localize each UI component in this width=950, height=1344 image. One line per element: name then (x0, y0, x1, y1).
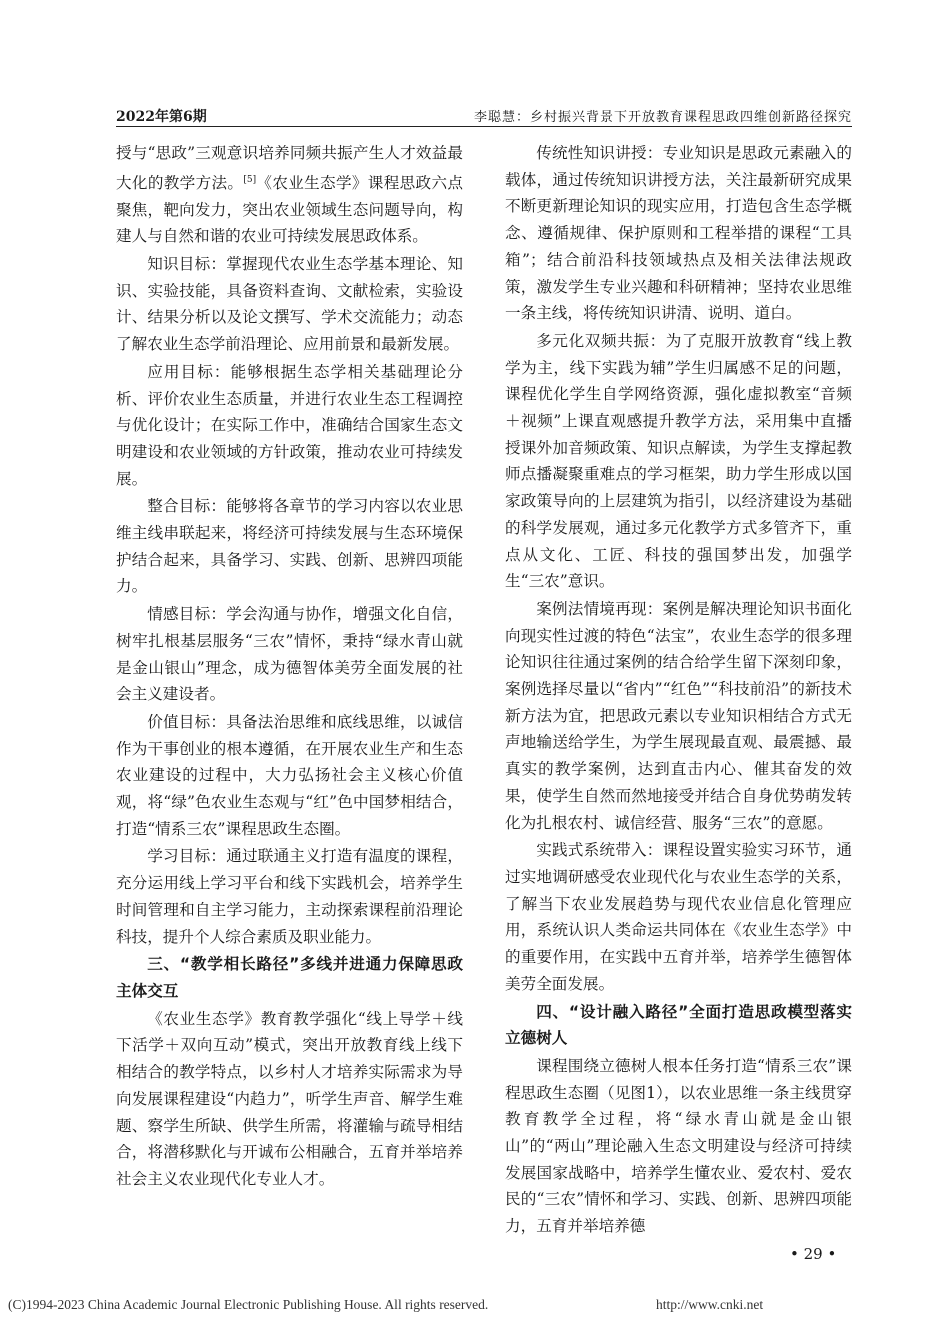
journal-issue: 2022年第6期 (116, 109, 207, 125)
left-column (116, 140, 463, 1194)
paragraph: 授与“思政”三观意识培养同频共振产生人才效益最大化的教学方法。[5]《农业生态学》课程思政六点聚焦，靶向发力，突出农业领域生态问题导向，构建人与自然和谐的农业可持续发展思政体系。 (116, 144, 463, 246)
footer (8, 1297, 764, 1313)
section-heading-4: 四、“设计融入路径”全面打造思政模型落实立德树人 (505, 1002, 852, 1048)
paragraph-traditional-teaching: 传统性知识讲授：专业知识是思政元素融入的载体，通过传统知识讲授方法，关注最新研究成果不断更新理论知识的现实应用，打造包含生态学概念、遵循规律、保护原则和工程举措的课程“工具箱”；结合前沿科技领域热点及相关法律法规政策，激发学生专业兴趣和科研精神；坚持农业思维一条主线，将传统知识讲清、说明、道白。 (505, 144, 852, 323)
page-number: • 29 • (790, 1245, 837, 1263)
paragraph-practice: 实践式系统带入：课程设置实验实习环节，通过实地调研感受农业现代化与农业生态学的关系，了解当下农业发展趋势与现代农业信息化管理应用，系统认识人类命运共同体在《农业生态学》中的重要作用，在实践中五育并举，培养学生德智体美劳全面发展。 (505, 841, 852, 993)
paragraph: 《农业生态学》教育教学强化“线上导学＋线下活学＋双向互动”模式，突出开放教育线上线下相结合的教学特点，以乡村人才培养实际需求为导向发展课程建设“内趋力”，听学生声音、解学生难题、察学生所缺、供学生所需，将灌输与疏导相结合，将潜移默化与开诚布公相融合，五育并举培养社会主义农业现代化专业人才。 (116, 1009, 463, 1188)
paragraph-knowledge-goal: 知识目标：掌握现代农业生态学基本理论、知识、实验技能，具备资料查询、文献检索，实验设计、结果分析以及论文撰写、学术交流能力；动态了解农业生态学前沿理论、应用前景和最新发展。 (116, 255, 463, 354)
paragraph-case-method: 案例法情境再现：案例是解决理论知识书面化向现实性过渡的特色“法宝”，农业生态学的很多理论知识往往通过案例的结合给学生留下深刻印象，案例选择尽量以“省内”“红色”“科技前沿”的新技术新方法为宜，把思政元素以专业知识相结合方式无声地输送给学生，为学生展现最直观、最震撼、最真实的教学案例，达到直击内心、催其奋发的效果，使学生自然而然地接受并结合自身优势萌发转化为扎根农村、诚信经营、服务“三农”的意愿。 (505, 599, 852, 832)
paragraph-integration-goal: 整合目标：能够将各章节的学习内容以农业思维主线串联起来，将经济可持续发展与生态环境保护结合起来，具备学习、实践、创新、思辨四项能力。 (116, 497, 463, 596)
section-heading-3: 三、“教学相长路径”多线并进通力保障思政主体交互 (116, 955, 463, 1000)
right-column (505, 140, 852, 1241)
paragraph-application-goal: 应用目标：能够根据生态学相关基础理论分析、评价农业生态质量，并进行农业生态工程调控与优化设计；在实际工作中，准确结合国家生态文明建设和农业领域的方针政策，推动农业可持续发展。 (116, 362, 463, 488)
running-title: 李聪慧：乡村振兴背景下开放教育课程思政四维创新路径探究 (473, 110, 852, 125)
citation: [5] (243, 174, 257, 185)
copyright-text: (C)1994-2023 China Academic Journal Electronic Publishing House. All rights reserved. (8, 1297, 489, 1312)
paragraph-diversified: 多元化双频共振：为了克服开放教育“线上教学为主，线下实践为辅”学生归属感不足的问题，课程优化学生自学网络资源，强化虚拟教室“音频＋视频”上课直观感提升教学方法，采用集中直播授课外加音频政策、知识点解读，为学生支撑起教师点播凝聚重难点的学习框架，助力学生形成以国家政策导向的上层建筑为指引，以经济建设为基础的科学发展观，通过多元化教学方式多管齐下，重点从文化、工匠、科技的强国梦出发，加强学生“三农”意识。 (505, 331, 852, 591)
paragraph: 课程围绕立德树人根本任务打造“情系三农”课程思政生态圈（见图1），以农业思维一条主线贯穿教育教学全过程，将“绿水青山就是金山银山”的“两山”理论融入生态文明建设与经济可持续发展国家战略中，培养学生懂农业、爱农村、爱农民的“三农”情怀和学习、实践、创新、思辨四项能力，五育并举培养德 (505, 1056, 852, 1236)
paragraph-emotion-goal: 情感目标：学会沟通与协作，增强文化自信，树牢扎根基层服务“三农”情怀，秉持“绿水青山就是金山银山”理念，成为德智体美劳全面发展的社会主义建设者。 (116, 605, 463, 704)
paragraph-learning-goal: 学习目标：通过联通主义打造有温度的课程，充分运用线上学习平台和线下实践机会，培养学生时间管理和自主学习能力，主动探索课程前沿理论科技，提升个人综合素质及职业能力。 (116, 847, 463, 946)
cnki-link[interactable]: http://www.cnki.net (656, 1297, 764, 1312)
paragraph-value-goal: 价值目标：具备法治思维和底线思维，以诚信作为干事创业的根本遵循，在开展农业生产和生态农业建设的过程中，大力弘扬社会主义核心价值观，将“绿”色农业生态观与“红”色中国梦相结合，打造“情系三农”课程思政生态圈。 (116, 712, 463, 838)
running-header (116, 100, 852, 127)
